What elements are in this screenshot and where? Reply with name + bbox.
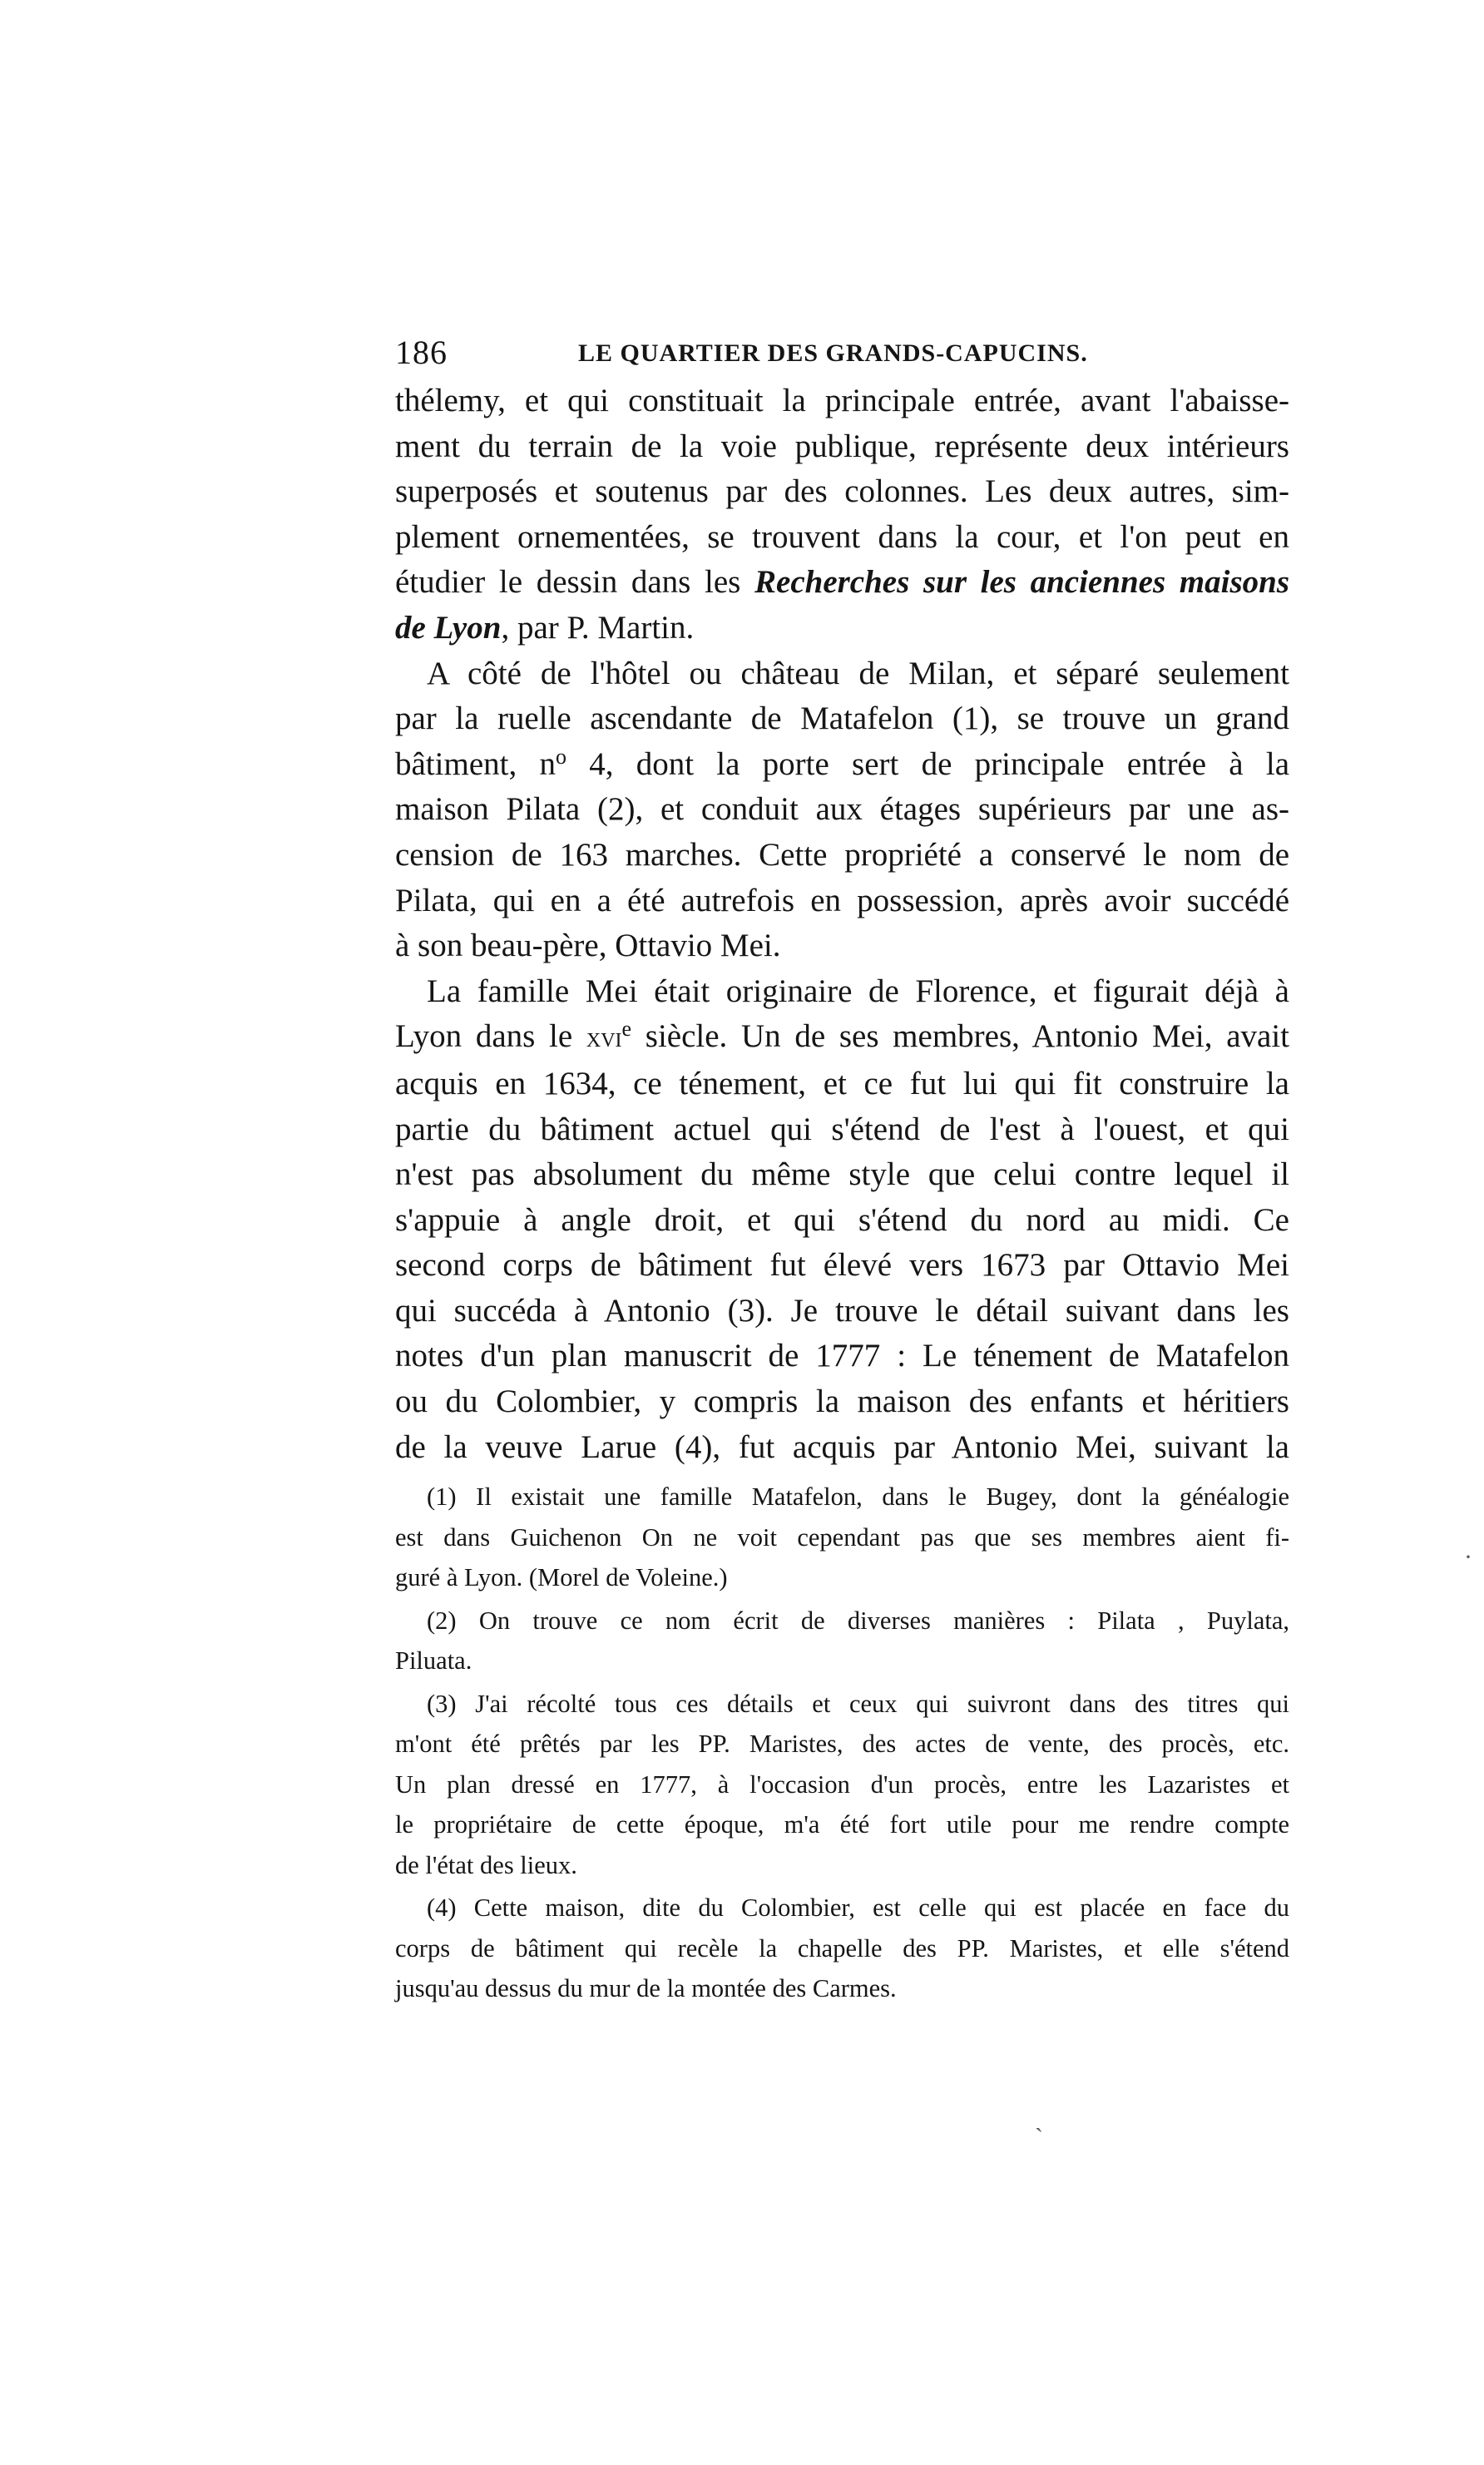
footnote-line: est dans Guichenon On ne voit cependant pas que ses membres aient fi-: [395, 1522, 1289, 1552]
paragraph-1: [395, 379, 1289, 651]
footnote-2: [395, 1601, 1289, 1681]
main-text: [395, 379, 1289, 1470]
text-line: acquis en 1634, ce ténement, et ce fut lui qui fit construire la: [395, 1065, 1289, 1101]
page-header: [395, 333, 1310, 383]
superscript: e: [621, 1017, 632, 1042]
footnote-line: Piluata.: [395, 1646, 472, 1675]
footnote-4: [395, 1888, 1289, 2009]
century-numeral: xvi: [586, 1022, 622, 1054]
text-fragment: siècle. Un de ses membres, Antonio Mei, avait: [631, 1018, 1289, 1055]
page-number: 186: [395, 334, 448, 371]
text-line: thélemy, et qui constituait la principale entrée, avant l'abaisse-: [395, 383, 1289, 418]
text-line: s'appuie à angle droit, et qui s'étend du nord au midi. Ce: [395, 1201, 1289, 1238]
text-line: second corps de bâtiment fut élevé vers 1673 par Ottavio Mei: [395, 1247, 1289, 1284]
footnote-3: [395, 1684, 1289, 1886]
text-fragment: 4, dont la porte sert de principale entrée à la: [589, 745, 1290, 782]
text-line: ment du terrain de la voie publique, représente deux intérieurs: [395, 428, 1289, 464]
footnote-1: [395, 1477, 1289, 1598]
text-line: [395, 606, 1289, 651]
footnote-line: jusqu'au dessus du mur de la montée des Carmes.: [395, 1974, 897, 2002]
text-line: ou du Colombier, y compris la maison des enfants et héritiers: [395, 1383, 1289, 1420]
text-fragment: bâtiment, n: [395, 745, 556, 782]
text-line: qui succéda à Antonio (3). Je trouve le détail suivant dans les: [395, 1292, 1289, 1329]
text-line: notes d'un plan manuscrit de 1777 : Le ténement de Matafelon: [395, 1338, 1289, 1374]
paragraph-2: [395, 651, 1289, 969]
text-line: plement ornementées, se trouvent dans la cour, et l'on peut en: [395, 518, 1289, 555]
footnote-line: le propriétaire de cette époque, m'a été fort utile pour me rendre compte: [395, 1810, 1289, 1839]
footnote-line: (1) Il existait une famille Matafelon, dans le Bugey, dont la généalogie: [427, 1482, 1289, 1511]
text-line: de la veuve Larue (4), fut acquis par Antonio Mei, suivant la: [395, 1428, 1289, 1465]
text-line: [395, 742, 1289, 788]
text-line: [395, 1014, 1289, 1062]
text-line: n'est pas absolument du même style que celui contre lequel il: [395, 1156, 1289, 1193]
footnote-line: corps de bâtiment qui recèle la chapelle des PP. Maristes, et elle s'étend: [395, 1933, 1289, 1963]
paragraph-3: [395, 969, 1289, 1471]
footnote-line: (2) On trouve ce nom écrit de diverses manières : Pilata , Puylata,: [427, 1606, 1289, 1635]
footnote-line: (4) Cette maison, dite du Colombier, est celle qui est placée en face du: [427, 1893, 1289, 1922]
scan-speck: ˏ: [1035, 2105, 1043, 2132]
text-line: superposés et soutenus par des colonnes. Les deux autres, sim-: [395, 473, 1289, 510]
footnote-line: de l'état des lieux.: [395, 1850, 577, 1879]
text-line: à son beau-père, Ottavio Mei.: [395, 928, 781, 964]
footnote-line: (3) J'ai récolté tous ces détails et ceux qui suivront dans des titres qui: [427, 1689, 1289, 1718]
text-line: par la ruelle ascendante de Matafelon (1), se trouve un grand: [395, 700, 1289, 737]
text-fragment: étudier le dessin dans les: [395, 564, 754, 601]
text-line: A côté de l'hôtel ou château de Milan, et séparé seulement: [427, 655, 1289, 691]
footnotes: [395, 1477, 1289, 2012]
footnote-line: Un plan dressé en 1777, à l'occasion d'un procès, entre les Lazaristes et: [395, 1770, 1289, 1799]
text-line: Pilata, qui en a été autrefois en possession, après avoir succédé: [395, 882, 1289, 918]
text-line: maison Pilata (2), et conduit aux étages supérieurs par une as-: [395, 791, 1289, 828]
running-title: LE QUARTIER DES GRANDS-CAPUCINS.: [578, 339, 1088, 367]
text-line: partie du bâtiment actuel qui s'étend de l'est à l'ouest, et qui: [395, 1111, 1289, 1147]
book-title-italic: de Lyon: [395, 609, 502, 646]
text-line: [395, 560, 1289, 606]
footnote-line: guré à Lyon. (Morel de Voleine.): [395, 1563, 728, 1591]
superscript: o: [555, 744, 566, 769]
book-title-italic: Recherches sur les anciennes maisons: [754, 564, 1289, 601]
footnote-line: m'ont été prêtés par les PP. Maristes, des actes de vente, des procès, etc.: [395, 1730, 1289, 1758]
text-fragment: , par P. Martin.: [501, 609, 695, 646]
text-fragment: Lyon dans le: [395, 1018, 586, 1055]
text-line: cension de 163 marches. Cette propriété a conservé le nom de: [395, 836, 1289, 873]
scan-speck: ·: [1464, 1543, 1472, 1571]
text-line: La famille Mei était originaire de Florence, et figurait déjà à: [427, 973, 1289, 1009]
